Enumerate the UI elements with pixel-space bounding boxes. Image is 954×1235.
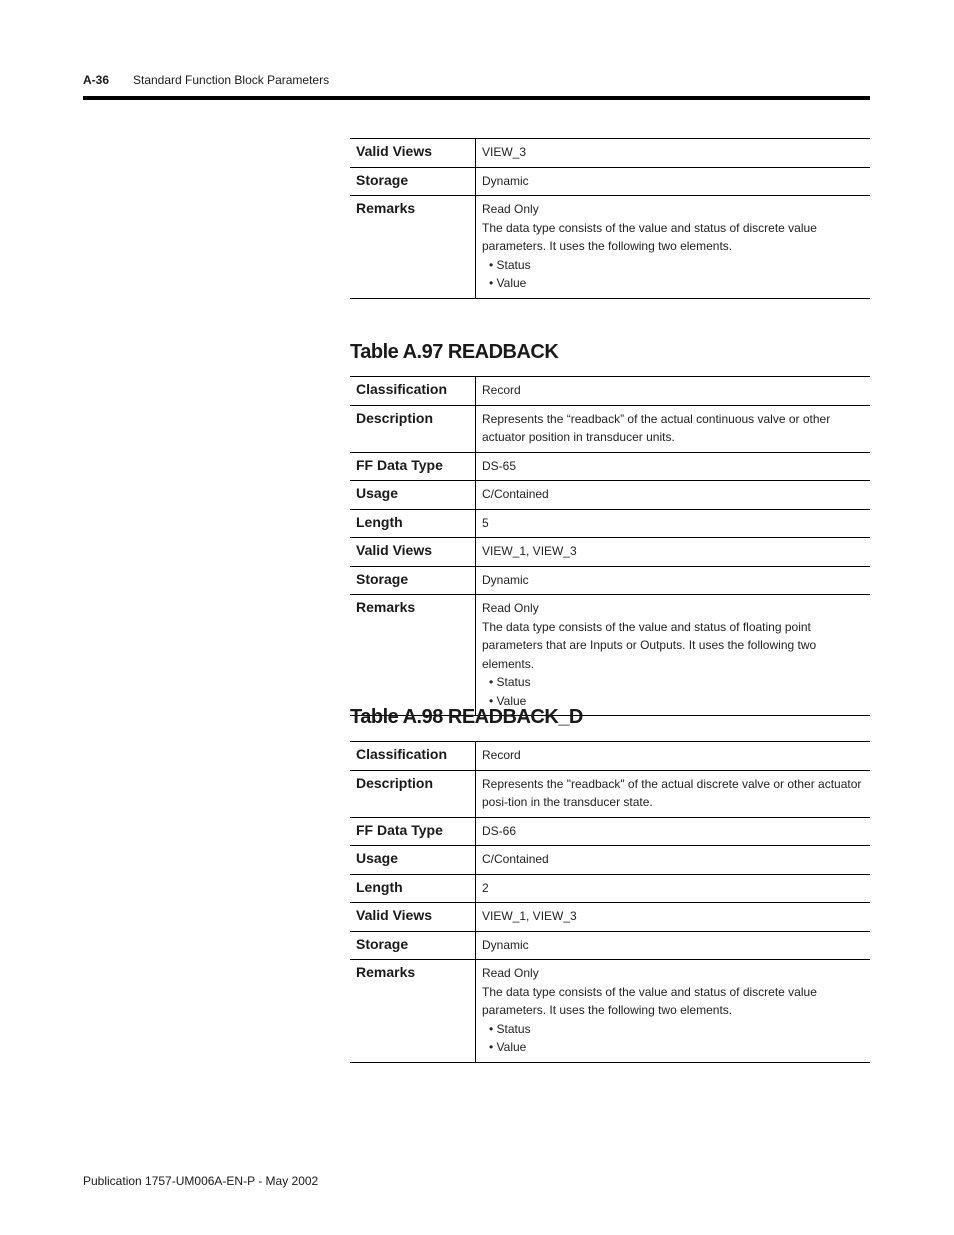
element-list <box>482 1020 864 1057</box>
row-value <box>476 405 871 452</box>
parameter-table-continued <box>350 138 870 299</box>
row-value <box>476 903 871 932</box>
table-title: Table A.98 READBACK_D <box>350 706 583 728</box>
value-line: VIEW_1, VIEW_3 <box>482 544 577 558</box>
element-list-item: • Value <box>489 1038 864 1057</box>
section-title: Standard Function Block Parameters <box>133 73 330 87</box>
table-row <box>350 196 870 299</box>
row-label: Remarks <box>350 960 476 1063</box>
row-label: Classification <box>350 742 476 771</box>
value-line: Record <box>482 748 521 762</box>
value-line: Read Only <box>482 966 539 980</box>
value-line: Dynamic <box>482 572 529 587</box>
value-line: Represents the “readback” of the actual continuous valve or other actuator position in transducer units. <box>482 411 831 444</box>
row-value <box>476 196 871 299</box>
value-line: Dynamic <box>482 173 529 188</box>
header-rule <box>83 96 870 100</box>
table-title: Table A.97 READBACK <box>350 341 559 363</box>
row-value <box>476 931 871 960</box>
parameter-table <box>350 138 870 299</box>
row-value <box>476 595 871 716</box>
row-label: Storage <box>350 931 476 960</box>
table-row <box>350 742 870 771</box>
value-line: Represents the "readback" of the actual discrete valve or other actuator posi-tion in the transducer state. <box>482 776 862 809</box>
element-list-item: • Status <box>489 1020 864 1039</box>
parameter-table <box>350 376 870 716</box>
row-value <box>476 566 871 595</box>
table-row <box>350 538 870 567</box>
table-row <box>350 481 870 510</box>
table-row <box>350 846 870 875</box>
element-list <box>482 256 864 293</box>
value-line: VIEW_3 <box>482 145 527 159</box>
value-line: C/Contained <box>482 487 549 501</box>
element-list-item: • Status <box>489 256 864 275</box>
row-label: FF Data Type <box>350 817 476 846</box>
row-value <box>476 481 871 510</box>
value-line: The data type consists of the value and status of floating point parameters that are Inputs or Outputs. It uses the following two elements. <box>482 619 817 671</box>
row-label: Usage <box>350 481 476 510</box>
row-label: Usage <box>350 846 476 875</box>
table-readback-d <box>350 703 870 1063</box>
table-row <box>350 167 870 196</box>
row-value <box>476 167 871 196</box>
row-value <box>476 874 871 903</box>
row-label: Storage <box>350 167 476 196</box>
row-value <box>476 538 871 567</box>
table-row <box>350 903 870 932</box>
element-list-item: • Value <box>489 692 864 711</box>
value-line: Read Only <box>482 601 539 615</box>
row-label: Description <box>350 405 476 452</box>
value-line: 5 <box>482 515 489 530</box>
row-label: Classification <box>350 377 476 406</box>
row-label: Remarks <box>350 196 476 299</box>
element-list-item: • Status <box>489 673 864 692</box>
table-row <box>350 960 870 1063</box>
row-value <box>476 742 871 771</box>
element-list-item: • Value <box>489 274 864 293</box>
row-value <box>476 509 871 538</box>
value-line: DS-66 <box>482 823 517 838</box>
row-value <box>476 139 871 168</box>
row-label: FF Data Type <box>350 452 476 481</box>
page-number: A-36 <box>83 73 110 87</box>
value-line: Dynamic <box>482 937 529 952</box>
row-label: Length <box>350 509 476 538</box>
row-label: Valid Views <box>350 139 476 168</box>
value-line: C/Contained <box>482 852 549 866</box>
value-line: DS-65 <box>482 458 517 473</box>
value-line: Read Only <box>482 202 539 216</box>
value-line: The data type consists of the value and status of discrete value parameters. It uses the following two elements. <box>482 220 817 253</box>
table-row <box>350 595 870 716</box>
row-label: Storage <box>350 566 476 595</box>
row-value <box>476 770 871 817</box>
row-label: Valid Views <box>350 538 476 567</box>
table-row <box>350 405 870 452</box>
table-row <box>350 509 870 538</box>
value-line: The data type consists of the value and status of discrete value parameters. It uses the following two elements. <box>482 984 817 1017</box>
row-label: Valid Views <box>350 903 476 932</box>
row-value <box>476 452 871 481</box>
page-header <box>83 73 870 95</box>
row-value <box>476 377 871 406</box>
value-line: 2 <box>482 880 489 895</box>
row-label: Remarks <box>350 595 476 716</box>
table-row <box>350 377 870 406</box>
row-label: Description <box>350 770 476 817</box>
table-row <box>350 817 870 846</box>
table-row <box>350 566 870 595</box>
row-label: Length <box>350 874 476 903</box>
value-line: Record <box>482 383 521 397</box>
table-row <box>350 139 870 168</box>
publication-footer: Publication 1757-UM006A-EN-P - May 2002 <box>83 1174 319 1188</box>
table-row <box>350 452 870 481</box>
table-row <box>350 770 870 817</box>
row-value <box>476 846 871 875</box>
table-row <box>350 931 870 960</box>
table-row <box>350 874 870 903</box>
value-line: VIEW_1, VIEW_3 <box>482 909 577 923</box>
parameter-table <box>350 741 870 1063</box>
table-readback <box>350 338 870 716</box>
row-value <box>476 817 871 846</box>
row-value <box>476 960 871 1063</box>
